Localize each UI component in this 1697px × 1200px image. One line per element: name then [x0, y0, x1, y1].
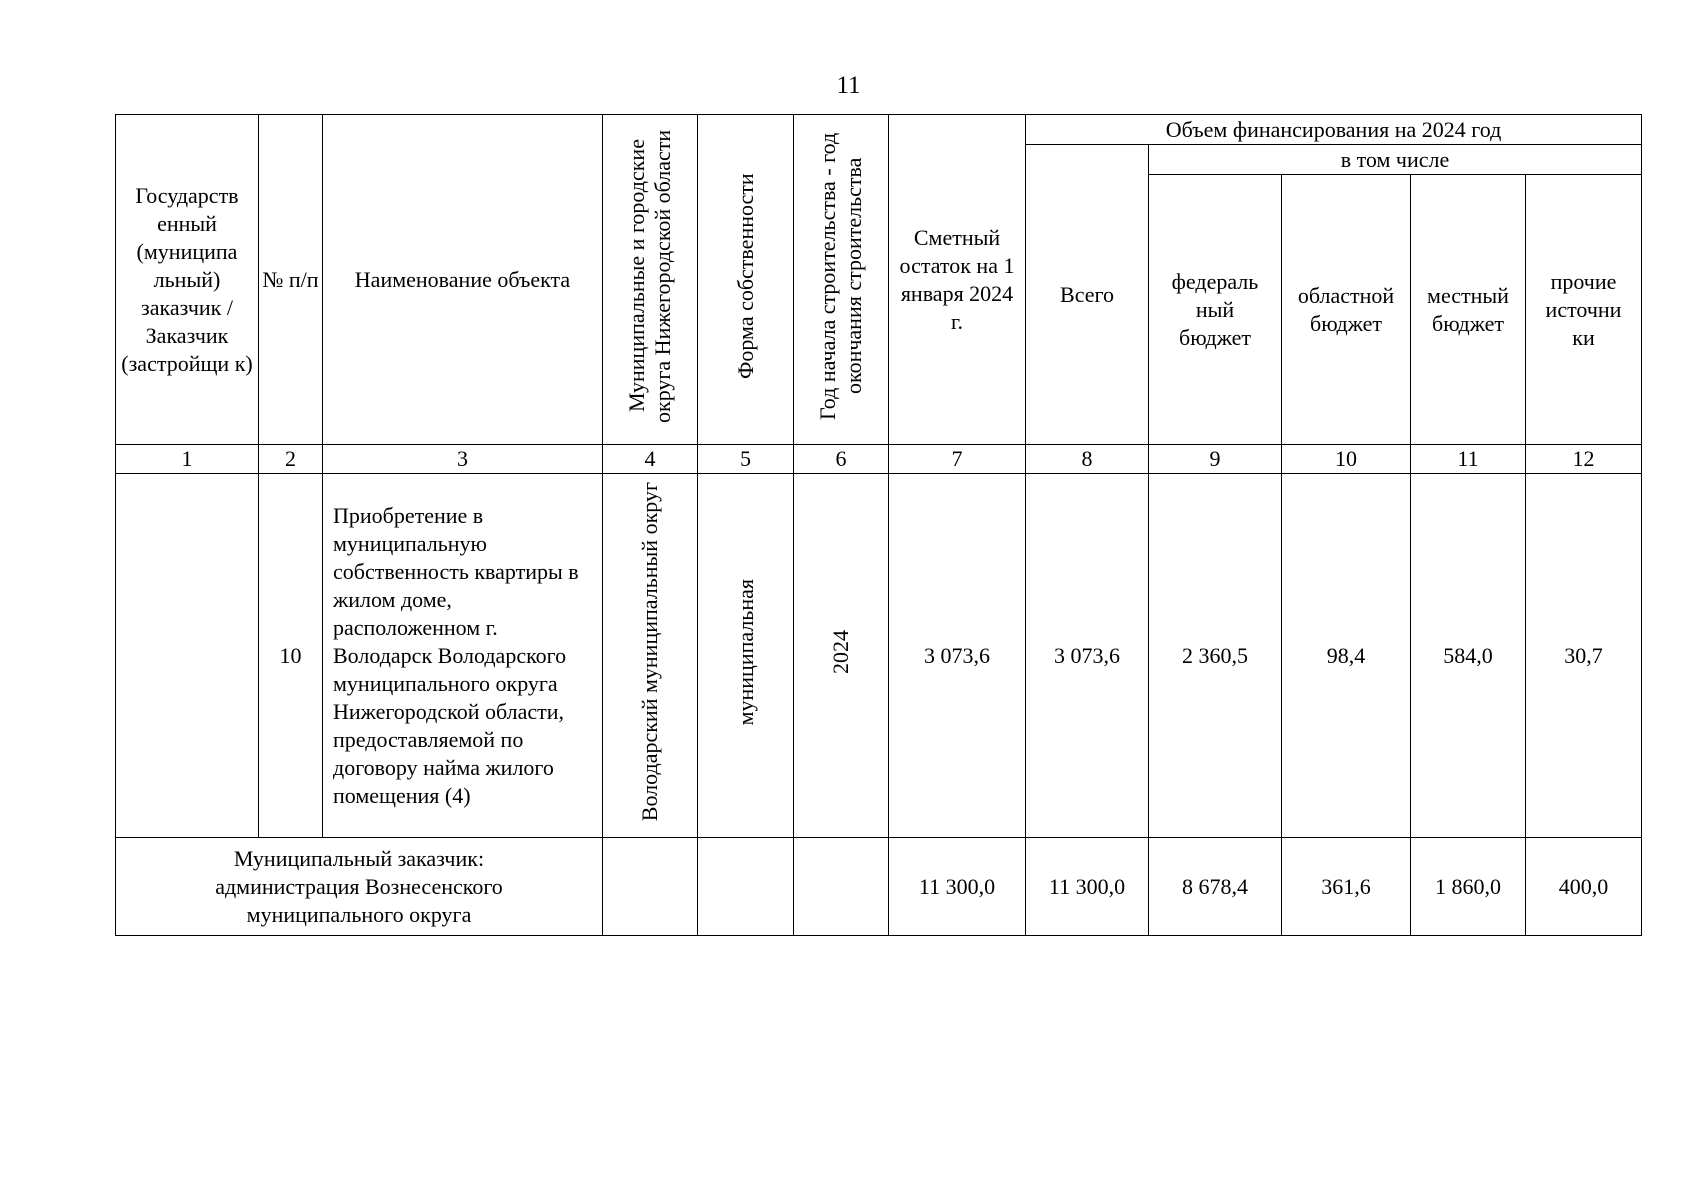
header-object-name: Наименование объекта — [323, 115, 603, 445]
summary-empty-cell — [603, 838, 698, 936]
header-district: Муниципальные и городские округа Нижегородской области — [624, 129, 675, 423]
header-federal: федераль ный бюджет — [1149, 175, 1282, 445]
column-number: 2 — [259, 445, 323, 474]
header-total: Всего — [1026, 145, 1149, 445]
row-object-name: Приобретение в муниципальную собственность квартиры в жилом доме, расположенном г. Володарск Володарского муниципального округа Нижегородской области, предоставляемой по договору найма жилого помещения (4) — [323, 474, 603, 838]
row-estimate-balance: 3 073,6 — [889, 474, 1026, 838]
column-number: 8 — [1026, 445, 1149, 474]
summary-local: 1 860,0 — [1411, 838, 1526, 936]
row-total: 3 073,6 — [1026, 474, 1149, 838]
column-numbers-row — [116, 445, 1642, 474]
header-local: местный бюджет — [1411, 175, 1526, 445]
column-number: 10 — [1282, 445, 1411, 474]
column-number: 5 — [698, 445, 794, 474]
row-ownership-cell — [698, 474, 794, 838]
header-estimate-balance: Сметный остаток на 1 января 2024 г. — [889, 115, 1026, 445]
header-number: № п/п — [259, 115, 323, 445]
header-years-cell — [794, 115, 889, 445]
header-including: в том числе — [1149, 145, 1642, 175]
summary-federal: 8 678,4 — [1149, 838, 1282, 936]
column-number: 4 — [603, 445, 698, 474]
row-district: Володарский муниципальный округ — [637, 482, 662, 822]
column-number: 1 — [116, 445, 259, 474]
row-local: 584,0 — [1411, 474, 1526, 838]
header-other: прочие источни ки — [1526, 175, 1642, 445]
row-other: 30,7 — [1526, 474, 1642, 838]
column-number: 6 — [794, 445, 889, 474]
header-district-cell — [603, 115, 698, 445]
row-customer — [116, 474, 259, 838]
table-row — [116, 474, 1642, 838]
header-ownership: Форма собственности — [732, 173, 758, 379]
column-number: 9 — [1149, 445, 1282, 474]
header-ownership-cell — [698, 115, 794, 445]
page-number: 11 — [836, 72, 861, 99]
summary-total: 11 300,0 — [1026, 838, 1149, 936]
row-ownership: муниципальная — [732, 578, 758, 726]
column-number: 11 — [1411, 445, 1526, 474]
summary-estimate-balance: 11 300,0 — [889, 838, 1026, 936]
header-regional: областной бюджет — [1282, 175, 1411, 445]
summary-other: 400,0 — [1526, 838, 1642, 936]
header-row-1 — [116, 115, 1642, 145]
row-regional: 98,4 — [1282, 474, 1411, 838]
column-number: 7 — [889, 445, 1026, 474]
row-number: 10 — [259, 474, 323, 838]
header-years: Год начала строительства - год окончания строительства — [815, 132, 866, 420]
column-number: 3 — [323, 445, 603, 474]
row-years-cell — [794, 474, 889, 838]
summary-empty-cell — [698, 838, 794, 936]
header-customer: Государств енный (муниципа льный) заказчик / Заказчик (застройщи к) — [116, 115, 259, 445]
summary-row — [116, 838, 1642, 936]
row-district-cell — [603, 474, 698, 838]
header-funding-group: Объем финансирования на 2024 год — [1026, 115, 1642, 145]
financing-table — [115, 114, 1642, 936]
column-number: 12 — [1526, 445, 1642, 474]
row-years: 2024 — [828, 630, 853, 674]
summary-regional: 361,6 — [1282, 838, 1411, 936]
summary-label: Муниципальный заказчик: администрация Вознесенского муниципального округа — [116, 838, 603, 936]
summary-empty-cell — [794, 838, 889, 936]
row-federal: 2 360,5 — [1149, 474, 1282, 838]
